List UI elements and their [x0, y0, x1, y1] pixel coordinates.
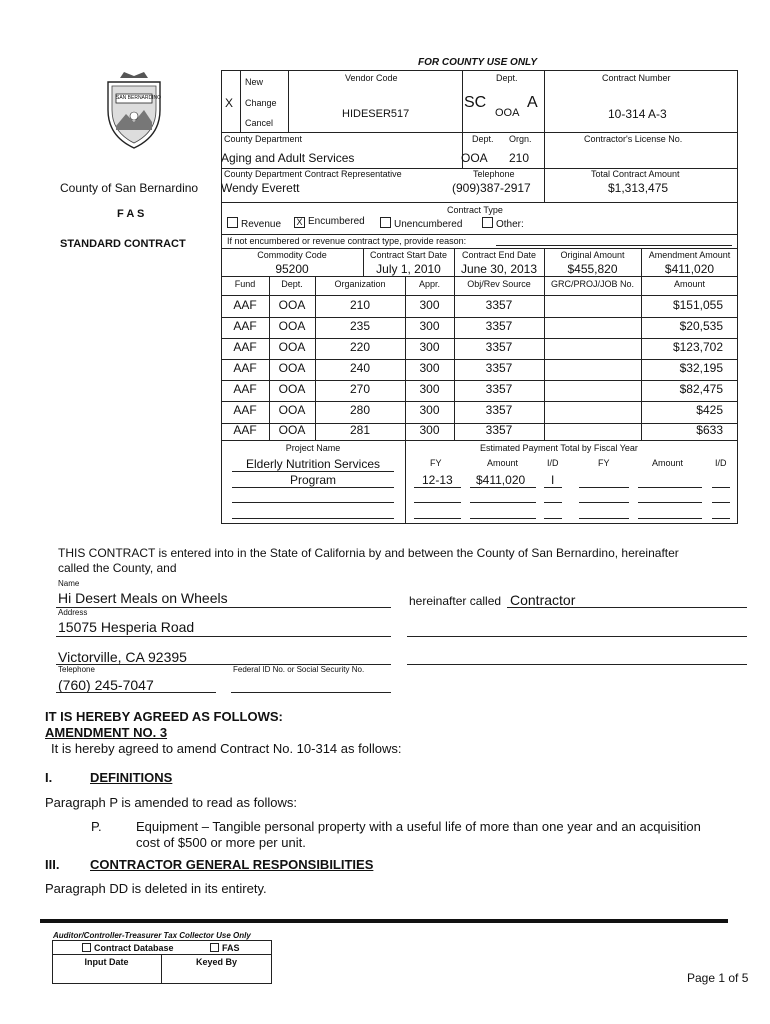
- dept-label-top: Dept.: [496, 73, 518, 83]
- table-cell[interactable]: AAF: [233, 319, 257, 333]
- revenue-label: Revenue: [241, 219, 282, 230]
- table-cell[interactable]: 3357: [485, 319, 513, 333]
- table-cell[interactable]: 300: [419, 298, 440, 312]
- orgn-label: Orgn.: [509, 134, 532, 144]
- table-cell[interactable]: AAF: [233, 361, 257, 375]
- contractor-telephone[interactable]: (760) 245-7047: [58, 677, 154, 693]
- amendment-label: Amendment Amount: [648, 250, 731, 260]
- table-cell[interactable]: 3357: [485, 423, 513, 437]
- table-cell[interactable]: 3357: [485, 382, 513, 396]
- table-cell[interactable]: 3357: [485, 298, 513, 312]
- dept-ooa[interactable]: OOA: [495, 107, 520, 119]
- p-label: P.: [91, 819, 102, 834]
- address-line2[interactable]: Victorville, CA 92395: [58, 649, 187, 665]
- orgn-value[interactable]: 210: [509, 151, 530, 165]
- fas-title: F A S: [117, 208, 145, 220]
- table-cell[interactable]: AAF: [233, 423, 257, 437]
- license-label: Contractor's License No.: [584, 134, 683, 144]
- contract-number-label: Contract Number: [602, 73, 671, 83]
- contractor-name[interactable]: Hi Desert Meals on Wheels: [58, 590, 228, 606]
- id-value-1[interactable]: I: [551, 473, 555, 487]
- fy-value-1[interactable]: 12-13: [422, 473, 453, 487]
- header-obj-rev: Obj/Rev Source: [467, 279, 531, 289]
- table-cell[interactable]: OOA: [278, 403, 306, 417]
- change-mark[interactable]: X: [225, 96, 234, 110]
- county-department-label: County Department: [224, 134, 303, 144]
- table-cell[interactable]: $123,702: [672, 340, 723, 354]
- unencumbered-label: Unencumbered: [394, 219, 463, 230]
- input-date-label: Input Date: [84, 957, 129, 967]
- contract-database-label: Contract Database: [94, 943, 174, 953]
- new-option: New: [245, 77, 264, 87]
- table-cell[interactable]: 300: [419, 382, 440, 396]
- header-dept: Dept.: [281, 279, 303, 289]
- total-label: Total Contract Amount: [591, 169, 680, 179]
- commodity-code-label: Commodity Code: [257, 250, 327, 260]
- table-cell[interactable]: OOA: [278, 298, 306, 312]
- end-date[interactable]: June 30, 2013: [460, 262, 538, 276]
- footer-rule: [40, 919, 728, 923]
- header-amount: Amount: [673, 279, 706, 289]
- section-3-number: III.: [45, 857, 60, 872]
- table-cell[interactable]: 280: [349, 403, 371, 417]
- revenue-option[interactable]: [227, 217, 281, 230]
- header-appr: Appr.: [418, 279, 440, 289]
- table-cell[interactable]: 300: [419, 319, 440, 333]
- section-1-title: DEFINITIONS: [90, 770, 173, 785]
- contract-number[interactable]: 10-314 A-3: [608, 107, 667, 121]
- section-1-number: I.: [45, 770, 53, 785]
- auditor-label: Auditor/Controller-Treasurer Tax Collector Use Only: [53, 931, 251, 940]
- other-option[interactable]: [482, 217, 524, 230]
- end-label: Contract End Date: [461, 250, 537, 260]
- paragraph-p-intro: Paragraph P is amended to read as follows:: [45, 795, 297, 810]
- table-cell[interactable]: $633: [696, 423, 723, 437]
- fas-label: FAS: [222, 943, 240, 953]
- dept-value[interactable]: OOA: [461, 151, 488, 165]
- table-cell[interactable]: 235: [349, 319, 371, 333]
- encumbered-label: Encumbered: [308, 216, 365, 227]
- agreed-heading: [45, 709, 283, 724]
- dept-a[interactable]: A: [527, 94, 538, 111]
- start-date[interactable]: July 1, 2010: [376, 262, 441, 276]
- start-label: Contract Start Date: [369, 250, 448, 260]
- other-label: Other:: [496, 219, 524, 230]
- paragraph-dd: Paragraph DD is deleted in its entirety.: [45, 881, 267, 896]
- p-text-1: Equipment – Tangible personal property with a useful life of more than one year and an acquisition: [136, 819, 701, 834]
- table-cell[interactable]: OOA: [278, 340, 306, 354]
- name-label: Name: [58, 579, 80, 588]
- cancel-option: Cancel: [245, 118, 274, 128]
- estimated-label: Estimated Payment Total by Fiscal Year: [480, 443, 638, 453]
- vendor-code[interactable]: HIDESER517: [342, 108, 410, 120]
- table-cell[interactable]: 300: [419, 361, 440, 375]
- address-label: Address: [58, 608, 88, 617]
- encumbered-option[interactable]: [294, 217, 365, 228]
- table-cell[interactable]: 3357: [485, 340, 513, 354]
- table-cell[interactable]: OOA: [278, 319, 306, 333]
- dept-label: Dept.: [472, 134, 494, 144]
- table-cell[interactable]: $82,475: [679, 382, 723, 396]
- rep-name[interactable]: Wendy Everett: [221, 181, 300, 195]
- table-cell[interactable]: 270: [349, 382, 371, 396]
- county-use-only: FOR COUNTY USE ONLY: [418, 57, 538, 68]
- change-option: Change: [245, 98, 277, 108]
- header-grc: GRC/PROJ/JOB No.: [550, 279, 634, 289]
- table-cell[interactable]: $151,055: [672, 298, 723, 312]
- header-fund: Fund: [234, 279, 256, 289]
- table-cell[interactable]: AAF: [233, 340, 257, 354]
- fy-label-1: FY: [430, 458, 442, 468]
- table-cell[interactable]: 210: [349, 298, 371, 312]
- project-name-line1[interactable]: Elderly Nutrition Services: [245, 457, 381, 471]
- contract-intro: THIS CONTRACT is entered into in the State of California by and between the County of San Bernardino, hereinafter: [58, 546, 679, 560]
- county-seal: [100, 70, 168, 150]
- amend-text: It is hereby agreed to amend Contract No. 10-314 as follows:: [51, 741, 402, 756]
- fas-option[interactable]: [210, 943, 240, 953]
- table-cell[interactable]: 300: [419, 340, 440, 354]
- table-cell[interactable]: 3357: [485, 361, 513, 375]
- page-number: Page 1 of 5: [687, 971, 749, 985]
- commodity-code[interactable]: 95200: [275, 262, 309, 276]
- original-amount[interactable]: $455,820: [567, 262, 618, 276]
- table-cell[interactable]: AAF: [233, 403, 257, 417]
- standard-contract-title: STANDARD CONTRACT: [60, 238, 186, 250]
- unencumbered-option[interactable]: [380, 217, 462, 230]
- dept-sc[interactable]: SC: [464, 94, 487, 111]
- fy-label-2: FY: [598, 458, 610, 468]
- project-name-line2[interactable]: Program: [289, 473, 336, 487]
- section-3-title: CONTRACTOR GENERAL RESPONSIBILITIES: [90, 857, 374, 872]
- p-text-2: cost of $500 or more per unit.: [136, 835, 306, 850]
- table-cell[interactable]: AAF: [233, 382, 257, 396]
- table-cell[interactable]: OOA: [278, 423, 306, 437]
- table-cell[interactable]: 281: [349, 423, 371, 437]
- id-label-1: I/D: [547, 458, 559, 468]
- table-cell[interactable]: $32,195: [679, 361, 723, 375]
- contract-database-option[interactable]: [82, 943, 174, 953]
- amount-label-2: Amount: [652, 458, 684, 468]
- amount-label-1: Amount: [487, 458, 519, 468]
- id-label-2: I/D: [715, 458, 727, 468]
- reason-label: If not encumbered or revenue contract type, provide reason:: [227, 236, 467, 246]
- total-amount[interactable]: $1,313,475: [608, 181, 669, 195]
- keyed-by-label: Keyed By: [195, 957, 238, 967]
- table-cell[interactable]: $425: [696, 403, 723, 417]
- contract-type-label: Contract Type: [447, 205, 503, 215]
- amendment-heading: AMENDMENT NO. 3: [45, 725, 168, 740]
- telephone-label: Telephone: [473, 169, 515, 179]
- county-name: County of San Bernardino: [60, 181, 199, 195]
- header-organization: Organization: [334, 279, 386, 289]
- encumbered-mark: X: [294, 217, 305, 228]
- hereinafter-label: hereinafter called: [409, 594, 502, 608]
- contract-intro-2: called the County, and: [58, 561, 177, 575]
- agreed-text: IT IS HEREBY AGREED AS FOLLOWS:: [45, 709, 283, 724]
- table-cell[interactable]: 3357: [485, 403, 513, 417]
- table-cell[interactable]: 300: [419, 403, 440, 417]
- table-cell[interactable]: $20,535: [679, 319, 723, 333]
- seal-text: SAN BERNARDINO: [116, 95, 162, 101]
- table-cell[interactable]: OOA: [278, 361, 306, 375]
- telephone-label-2: Telephone: [58, 665, 95, 674]
- table-cell[interactable]: OOA: [278, 382, 306, 396]
- vendor-code-label: Vendor Code: [345, 73, 398, 83]
- amount-value-1[interactable]: $411,020: [476, 473, 526, 487]
- table-cell[interactable]: AAF: [233, 298, 257, 312]
- project-name-label: Project Name: [285, 443, 341, 453]
- address-line1[interactable]: 15075 Hesperia Road: [58, 619, 195, 635]
- table-cell[interactable]: 220: [349, 340, 371, 354]
- telephone[interactable]: (909)387-2917: [452, 181, 531, 195]
- original-label: Original Amount: [560, 250, 625, 260]
- contractor-label[interactable]: Contractor: [510, 592, 576, 608]
- table-cell[interactable]: 300: [419, 423, 440, 437]
- table-cell[interactable]: 240: [349, 361, 371, 375]
- rep-label: County Department Contract Representative: [224, 169, 402, 179]
- amendment-amount[interactable]: $411,020: [664, 262, 715, 276]
- federal-id-label: Federal ID No. or Social Security No.: [233, 665, 365, 674]
- county-department[interactable]: Aging and Adult Services: [221, 151, 355, 165]
